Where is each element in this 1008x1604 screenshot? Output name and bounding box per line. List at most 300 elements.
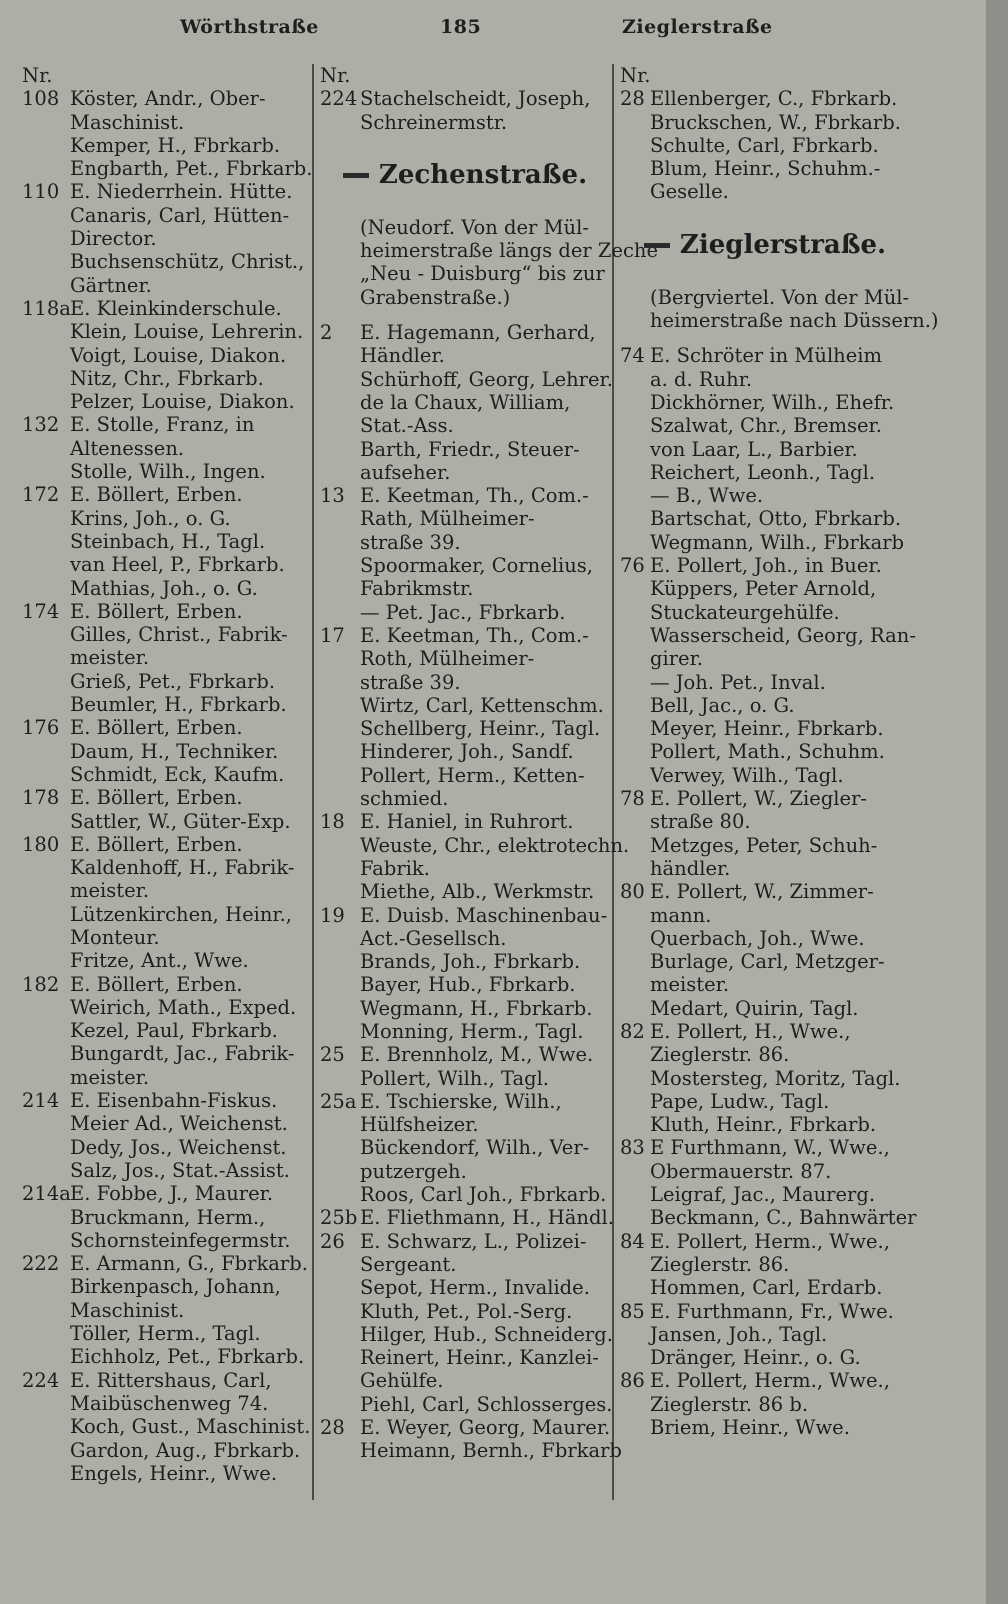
directory-entry [22, 763, 310, 786]
resident-text: E. Pollert, W., Ziegler- [650, 787, 867, 811]
resident-text: Metzges, Peter, Schuh- [650, 833, 878, 857]
directory-entry [22, 949, 310, 972]
directory-entry [22, 1042, 310, 1065]
directory-entry [320, 647, 610, 670]
resident-text: Leigraf, Jac., Maurerg. [650, 1183, 876, 1207]
house-number: 178 [22, 786, 60, 810]
resident-text: Kaldenhoff, H., Fabrik- [70, 856, 295, 880]
resident-text: Stat.-Ass. [360, 414, 454, 438]
directory-entry [320, 1253, 610, 1276]
directory-entry [22, 1019, 310, 1042]
directory-entry [22, 1182, 310, 1205]
resident-text: Mostersteg, Moritz, Tagl. [650, 1066, 901, 1090]
resident-text: Koch, Gust., Maschinist. [70, 1415, 311, 1439]
column-right [620, 64, 939, 1440]
directory-entry [620, 391, 910, 414]
resident-text: Bungardt, Jac., Fabrik- [70, 1042, 295, 1066]
directory-entry [22, 483, 310, 506]
resident-text: Barth, Friedr., Steuer- [360, 437, 580, 461]
directory-entry [320, 344, 610, 367]
spacer [320, 309, 610, 321]
resident-text: — Joh. Pet., Inval. [650, 670, 826, 694]
directory-entry [620, 997, 910, 1020]
directory-entry [22, 1369, 310, 1392]
directory-entry [320, 833, 630, 857]
resident-text: Gilles, Christ., Fabrik- [70, 623, 288, 647]
resident-text: Spoormaker, Cornelius, [360, 554, 594, 578]
resident-text: E. Pollert, Joh., in Buer. [650, 554, 882, 578]
house-number: 26 [320, 1229, 345, 1253]
directory-entry [620, 601, 910, 624]
directory-entry [620, 309, 939, 333]
house-number: 214a [22, 1182, 71, 1206]
resident-text: E. Furthmann, Fr., Wwe. [650, 1299, 894, 1323]
resident-text: Töller, Herm., Tagl. [70, 1322, 261, 1346]
house-number: 28 [620, 87, 645, 111]
house-number: 118a [22, 296, 71, 320]
page-number: 185 [440, 16, 482, 38]
resident-text: Director. [70, 227, 157, 251]
directory-entry [620, 1113, 910, 1136]
house-number: 13 [320, 484, 345, 508]
resident-text: E. Haniel, in Ruhrort. [360, 810, 574, 834]
resident-text: Gehülfe. [360, 1369, 444, 1393]
resident-text: Heimann, Bernh., Fbrkarb [360, 1439, 622, 1463]
directory-entry [320, 973, 610, 996]
resident-text: Roth, Mülheimer- [360, 647, 535, 671]
directory-entry [22, 1462, 310, 1485]
resident-text: Stachelscheidt, Joseph, [360, 87, 591, 111]
resident-text: von Laar, L., Barbier. [650, 437, 858, 461]
house-number: 80 [620, 880, 645, 904]
directory-entry [22, 274, 310, 297]
house-number: 214 [22, 1089, 60, 1113]
resident-text: Querbach, Joh., Wwe. [650, 926, 865, 950]
directory-entry [320, 1090, 610, 1113]
directory-entry [22, 157, 313, 181]
house-number: 18 [320, 810, 345, 834]
resident-text: E. Böllert, Erben. [70, 786, 243, 810]
resident-text: Weuste, Chr., elektrotechn. [360, 833, 630, 857]
directory-entry [620, 973, 910, 996]
resident-text: Dickhörner, Wilh., Ehefr. [650, 390, 895, 414]
resident-text: Händler. [360, 344, 445, 368]
resident-text: Voigt, Louise, Diakon. [70, 343, 287, 367]
house-number: 86 [620, 1369, 645, 1393]
resident-text: Miethe, Alb., Werkmstr. [360, 880, 595, 904]
house-number: 132 [22, 413, 60, 437]
house-number: 19 [320, 903, 345, 927]
directory-entry [22, 879, 310, 902]
directory-entry [320, 1230, 610, 1253]
directory-entry [320, 1020, 610, 1043]
directory-entry [620, 1183, 910, 1206]
resident-text: Ellenberger, C., Fbrkarb. [650, 87, 898, 111]
resident-text: Verwey, Wilh., Tagl. [650, 763, 844, 787]
directory-entry [620, 438, 910, 461]
directory-entry [22, 64, 310, 87]
resident-text: putzergeh. [360, 1159, 467, 1183]
resident-text: Schürhoff, Georg, Lehrer. [360, 367, 613, 391]
house-number: 224 [320, 87, 358, 111]
directory-entry [22, 1299, 310, 1322]
directory-entry [320, 1206, 614, 1230]
house-number: 84 [620, 1229, 645, 1253]
directory-entry [320, 262, 610, 285]
directory-entry [320, 239, 659, 263]
directory-entry [22, 740, 310, 763]
resident-text: Beckmann, C., Bahnwärter [650, 1206, 917, 1230]
directory-entry [620, 834, 910, 857]
resident-text: E. Hagemann, Gerhard, [360, 321, 596, 345]
resident-text: mann. [650, 903, 712, 927]
resident-text: Zieglerstr. 86. [650, 1252, 790, 1276]
directory-entry [22, 460, 310, 483]
directory-entry [620, 694, 910, 717]
directory-entry [320, 216, 610, 239]
directory-entry [320, 1392, 613, 1416]
resident-text: Meier Ad., Weichenst. [70, 1112, 288, 1136]
directory-entry [22, 227, 310, 250]
directory-entry [620, 157, 910, 180]
directory-entry [320, 1183, 610, 1206]
directory-entry [320, 391, 610, 414]
resident-text: (Bergviertel. Von der Mül- [650, 285, 910, 309]
directory-entry [620, 764, 910, 787]
resident-text: E. Böllert, Erben. [70, 599, 243, 623]
directory-entry [320, 87, 610, 110]
directory-entry [22, 577, 310, 600]
resident-text: E. Keetman, Th., Com.- [360, 623, 589, 647]
house-number: 76 [620, 554, 645, 578]
resident-text: E. Keetman, Th., Com.- [360, 484, 589, 508]
directory-entry [22, 250, 310, 273]
resident-text: straße 39. [360, 670, 461, 694]
resident-text: E. Böllert, Erben. [70, 483, 243, 507]
resident-text: straße 80. [650, 810, 751, 834]
resident-text: E. Stolle, Franz, in [70, 413, 255, 437]
resident-text: Krins, Joh., o. G. [70, 506, 231, 530]
resident-text: Wasserscheid, Georg, Ran- [650, 623, 916, 647]
directory-entry [620, 368, 910, 391]
house-number: 172 [22, 483, 60, 507]
house-number: Nr. [620, 64, 651, 87]
directory-entry [22, 390, 310, 413]
directory-entry [320, 601, 610, 624]
resident-text: Bayer, Hub., Fbrkarb. [360, 973, 576, 997]
column-rule [312, 64, 314, 1500]
resident-text: Schellberg, Heinr., Tagl. [360, 717, 601, 741]
directory-entry [620, 1300, 910, 1323]
resident-text: (Neudorf. Von der Mül- [360, 215, 589, 239]
house-number: 28 [320, 1416, 345, 1440]
directory-entry [22, 507, 310, 530]
resident-text: Maschinist. [70, 110, 185, 134]
resident-text: Meyer, Heinr., Fbrkarb. [650, 717, 884, 741]
resident-text: Grabenstraße.) [360, 285, 511, 309]
directory-entry [22, 204, 310, 227]
resident-text: Pape, Ludw., Tagl. [650, 1089, 830, 1113]
resident-text: Wegmann, H., Fbrkarb. [360, 996, 593, 1020]
running-head-left: Wörthstraße [180, 16, 319, 38]
directory-entry [22, 134, 310, 157]
directory-entry [620, 134, 910, 157]
resident-text: Bruckmann, Herm., [70, 1205, 266, 1229]
resident-text: Kemper, H., Fbrkarb. [70, 133, 281, 157]
directory-entry [22, 344, 310, 367]
directory-entry [22, 903, 310, 926]
house-number: 25b [320, 1206, 358, 1230]
resident-text: Zieglerstr. 86. [650, 1043, 790, 1067]
directory-entry [320, 531, 610, 554]
directory-entry [620, 1369, 910, 1392]
directory-entry [22, 1066, 310, 1089]
directory-entry [22, 716, 310, 739]
resident-text: E. Pollert, W., Zimmer- [650, 880, 874, 904]
resident-text: Pelzer, Louise, Diakon. [70, 390, 295, 414]
resident-text: Sattler, W., Güter-Exp. [70, 809, 291, 833]
directory-entry [320, 414, 610, 437]
resident-text: heimerstraße nach Düssern.) [650, 309, 939, 333]
directory-entry [620, 1276, 910, 1299]
directory-entry [620, 87, 910, 110]
resident-text: E. Eisenbahn-Fiskus. [70, 1089, 278, 1113]
resident-text: Pollert, Herm., Ketten- [360, 763, 585, 787]
resident-text: Altenessen. [70, 436, 185, 460]
directory-entry [22, 623, 310, 646]
directory-entry [320, 461, 610, 484]
street-title: Zechenstraße. [320, 146, 610, 204]
resident-text: Kluth, Heinr., Fbrkarb. [650, 1113, 877, 1137]
resident-text: Obermauerstr. 87. [650, 1159, 832, 1183]
directory-entry [620, 904, 910, 927]
resident-text: Pollert, Math., Schuhm. [650, 740, 885, 764]
resident-text: Gardon, Aug., Fbrkarb. [70, 1438, 301, 1462]
resident-text: E. Kleinkinderschule. [70, 296, 282, 320]
resident-text: meister. [70, 1065, 150, 1089]
directory-entry [620, 950, 910, 973]
directory-entry [620, 880, 910, 903]
resident-text: Monning, Herm., Tagl. [360, 1019, 584, 1043]
resident-text: E. Schröter in Mülheim [650, 344, 883, 368]
house-number: 222 [22, 1252, 60, 1276]
resident-text: Stolle, Wilh., Ingen. [70, 460, 266, 484]
spacer [320, 134, 610, 146]
resident-text: Act.-Gesellsch. [360, 926, 507, 950]
resident-text: Bartschat, Otto, Fbrkarb. [650, 507, 902, 531]
resident-text: Wegmann, Wilh., Fbrkarb [650, 530, 905, 554]
resident-text: Köster, Andr., Ober- [70, 87, 266, 111]
house-number: 224 [22, 1368, 60, 1392]
spacer [620, 332, 910, 344]
directory-entry [320, 1300, 610, 1323]
directory-entry [22, 1159, 310, 1182]
resident-text: Fabrik. [360, 856, 430, 880]
directory-entry [22, 600, 310, 623]
directory-entry [320, 1346, 610, 1369]
directory-entry [620, 180, 910, 203]
house-number: 182 [22, 972, 60, 996]
resident-text: „Neu - Duisburg“ bis zur [360, 262, 605, 286]
resident-text: Piehl, Carl, Schlosserges. [360, 1392, 613, 1416]
directory-entry [620, 623, 916, 647]
directory-entry [620, 507, 910, 530]
directory-entry [620, 111, 910, 134]
resident-text: heimerstraße längs der Zeche [360, 239, 659, 263]
resident-text: Pollert, Wilh., Tagl. [360, 1066, 550, 1090]
directory-entry [22, 996, 310, 1019]
directory-entry [620, 740, 910, 763]
resident-text: Hilger, Hub., Schneiderg. [360, 1322, 613, 1346]
directory-entry [22, 297, 310, 320]
resident-text: Burlage, Carl, Metzger- [650, 950, 885, 974]
directory-entry [320, 997, 610, 1020]
resident-text: aufseher. [360, 460, 451, 484]
resident-text: a. d. Ruhr. [650, 367, 753, 391]
directory-entry [320, 717, 610, 740]
resident-text: Lützenkirchen, Heinr., [70, 902, 292, 926]
directory-entry [620, 414, 910, 437]
directory-entry [22, 1275, 310, 1298]
resident-text: E. Pollert, Herm., Wwe., [650, 1229, 890, 1253]
directory-entry [620, 1160, 910, 1183]
resident-text: Bückendorf, Wilh., Ver- [360, 1136, 590, 1160]
resident-text: E. Böllert, Erben. [70, 832, 243, 856]
directory-entry [320, 64, 610, 87]
resident-text: — Pet. Jac., Fbrkarb. [360, 600, 566, 624]
resident-text: Hinderer, Joh., Sandf. [360, 740, 574, 764]
column-left [22, 64, 313, 1485]
resident-text: Gärtner. [70, 273, 152, 297]
directory-entry [320, 286, 610, 309]
resident-text: Medart, Quirin, Tagl. [650, 996, 859, 1020]
directory-entry [620, 787, 910, 810]
house-number: 17 [320, 623, 345, 647]
resident-text: Roos, Carl Joh., Fbrkarb. [360, 1183, 607, 1207]
directory-entry [620, 1020, 910, 1043]
resident-text: E Furthmann, W., Wwe., [650, 1136, 890, 1160]
directory-entry [22, 1392, 310, 1415]
directory-entry [22, 693, 310, 716]
resident-text: Kezel, Paul, Fbrkarb. [70, 1019, 278, 1043]
directory-entry [22, 320, 310, 343]
resident-text: Brands, Joh., Fbrkarb. [360, 950, 581, 974]
resident-text: Stuckateurgehülfe. [650, 600, 840, 624]
directory-entry [620, 1090, 910, 1113]
directory-entry [320, 321, 610, 344]
resident-text: händler. [650, 856, 731, 880]
resident-text: Rath, Mülheimer- [360, 507, 535, 531]
resident-text: E. Rittershaus, Carl, [70, 1368, 272, 1392]
resident-text: meister. [70, 646, 150, 670]
resident-text: Grieß, Pet., Fbrkarb. [70, 669, 276, 693]
directory-entry [22, 670, 310, 693]
resident-text: meister. [70, 879, 150, 903]
directory-entry [22, 833, 310, 856]
resident-text: E. Weyer, Georg, Maurer. [360, 1416, 611, 1440]
directory-entry [22, 1252, 310, 1275]
resident-text: de la Chaux, William, [360, 390, 571, 414]
directory-entry [320, 1136, 610, 1159]
directory-entry [320, 111, 610, 134]
resident-text: Hülfsheizer. [360, 1113, 479, 1137]
house-number: 83 [620, 1136, 645, 1160]
directory-entry [620, 1323, 910, 1346]
directory-entry [320, 904, 610, 927]
resident-text: Zieglerstr. 86 b. [650, 1392, 809, 1416]
directory-entry [320, 1439, 622, 1463]
directory-entry [620, 554, 910, 577]
directory-entry [22, 926, 310, 949]
resident-text: E. Armann, G., Fbrkarb. [70, 1252, 308, 1276]
directory-entry [22, 1415, 310, 1438]
house-number: Nr. [320, 64, 351, 87]
directory-entry [22, 1439, 310, 1462]
directory-entry [620, 286, 910, 309]
house-number: 85 [620, 1299, 645, 1323]
directory-entry [620, 1067, 910, 1090]
resident-text: Reinert, Heinr., Kanzlei- [360, 1346, 599, 1370]
directory-entry [22, 437, 310, 460]
directory-entry [320, 1160, 610, 1183]
house-number: 110 [22, 180, 60, 204]
directory-entry [22, 1206, 310, 1229]
directory-entry [22, 413, 310, 436]
directory-entry [620, 1043, 910, 1066]
resident-text: Schreinermstr. [360, 110, 508, 134]
directory-entry [320, 857, 610, 880]
resident-text: Geselle. [650, 180, 729, 204]
directory-entry [620, 577, 910, 600]
directory-entry [22, 530, 310, 553]
directory-entry [22, 1089, 310, 1112]
house-number: 82 [620, 1019, 645, 1043]
directory-entry [320, 554, 610, 577]
directory-entry [320, 694, 610, 717]
resident-text: Bruckschen, W., Fbrkarb. [650, 110, 901, 134]
resident-text: E. Tschierske, Wilh., [360, 1089, 562, 1113]
directory-entry [620, 647, 910, 670]
resident-text: Buchsenschütz, Christ., [70, 250, 305, 274]
directory-entry [320, 577, 610, 600]
directory-entry [22, 180, 310, 203]
resident-text: Sepot, Herm., Invalide. [360, 1276, 590, 1300]
directory-entry [320, 1067, 610, 1090]
street-title: Zieglerstraße. [620, 216, 910, 274]
directory-entry [320, 671, 610, 694]
resident-text: E. Pollert, H., Wwe., [650, 1019, 851, 1043]
resident-text: Weirich, Math., Exped. [70, 995, 297, 1019]
directory-entry [620, 1346, 910, 1369]
house-number: 74 [620, 344, 645, 368]
directory-entry [620, 1416, 910, 1439]
house-number: 2 [320, 321, 333, 345]
resident-text: E. Fliethmann, H., Händl. [360, 1206, 614, 1230]
directory-entry [620, 1253, 910, 1276]
directory-entry [320, 950, 610, 973]
resident-text: E. Böllert, Erben. [70, 716, 243, 740]
spacer [620, 274, 910, 286]
resident-text: Steinbach, H., Tagl. [70, 529, 266, 553]
resident-text: E. Niederrhein. Hütte. [70, 180, 293, 204]
resident-text: E. Fobbe, J., Maurer. [70, 1182, 274, 1206]
resident-text: Salz, Jos., Stat.-Assist. [70, 1158, 290, 1182]
directory-entry [22, 810, 310, 833]
directory-entry [620, 1206, 917, 1230]
directory-entry [320, 1113, 610, 1136]
resident-text: — B., Wwe. [650, 484, 764, 508]
directory-entry [320, 367, 613, 391]
